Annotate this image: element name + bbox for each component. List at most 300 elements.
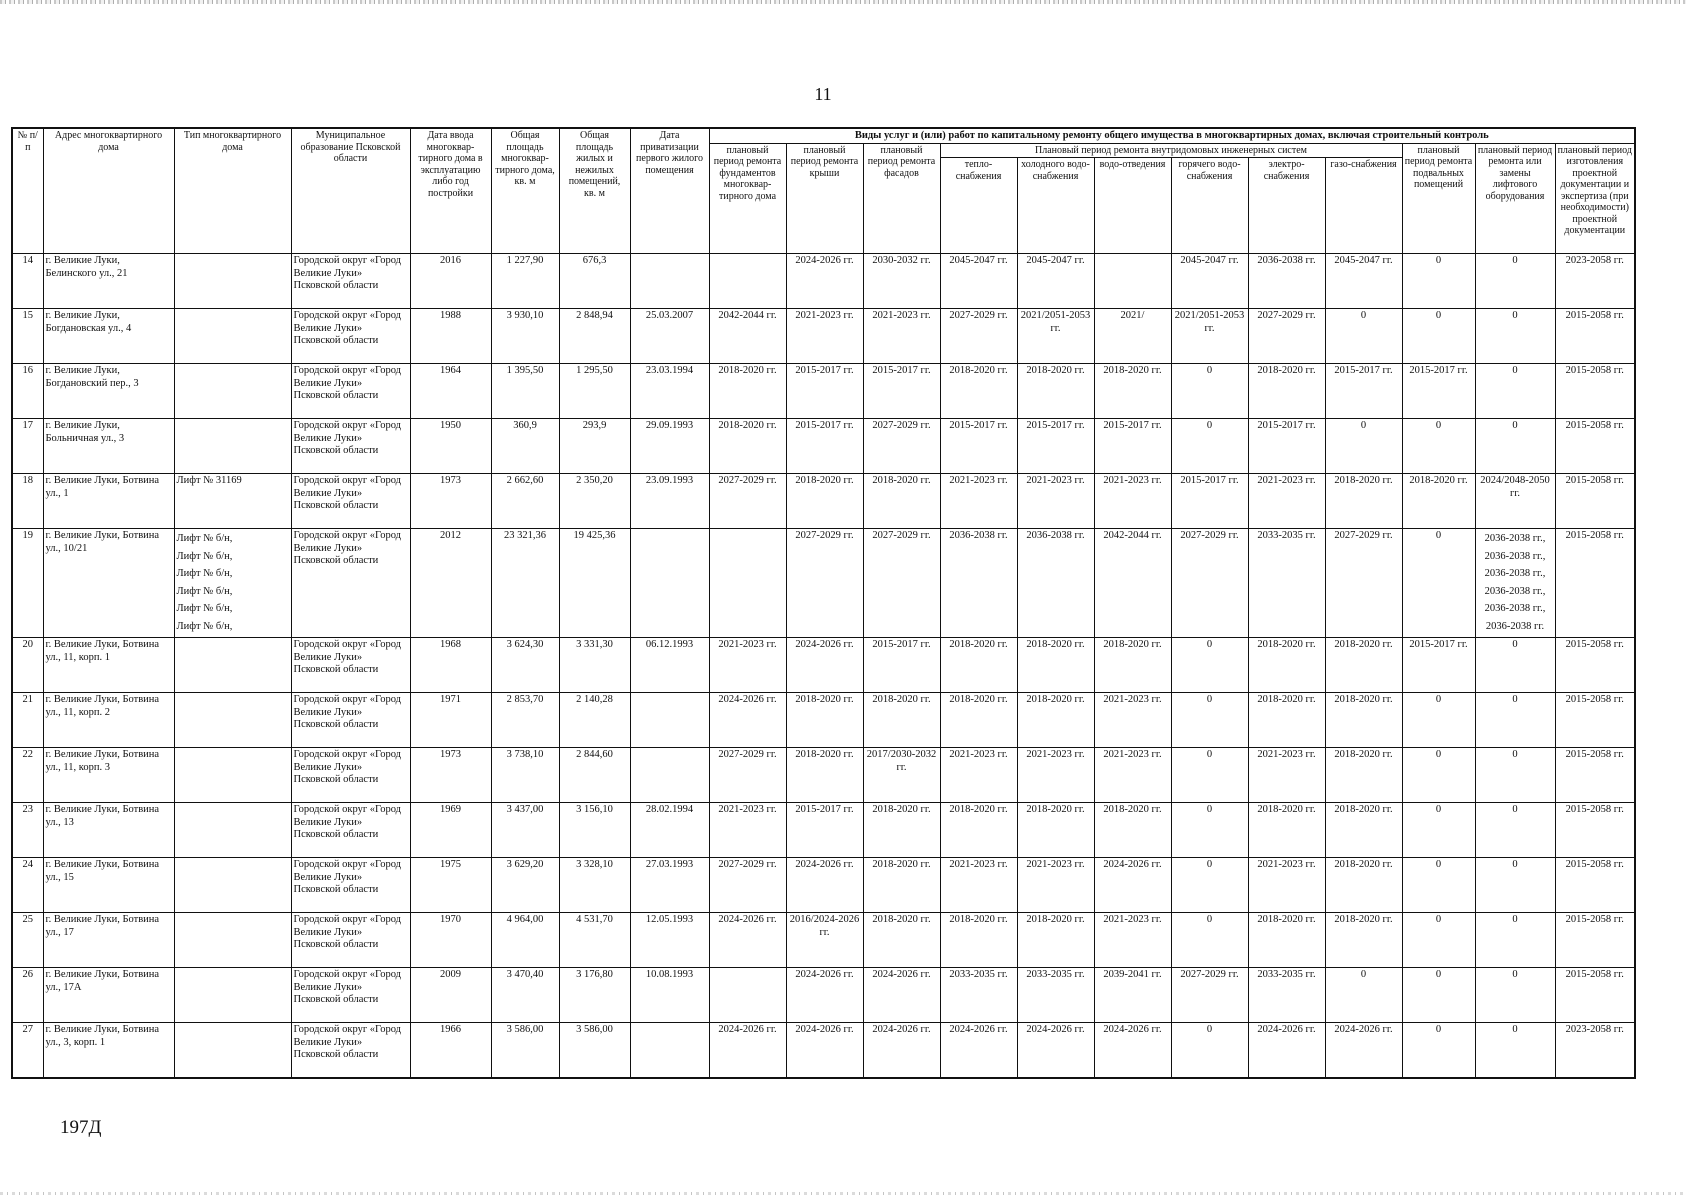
cell-address: г. Великие Луки, Ботвина ул., 13 xyxy=(43,803,174,858)
cell-address: г. Великие Луки, Ботвина ул., 17 xyxy=(43,913,174,968)
cell-privatization xyxy=(630,693,709,748)
cell-cold-water: 2021/2051-2053 гг. xyxy=(1017,309,1094,364)
cell-basement: 0 xyxy=(1402,748,1475,803)
cell-number: 18 xyxy=(12,474,43,529)
cell-cold-water: 2021-2023 гг. xyxy=(1017,858,1094,913)
header-address: Адрес многоквартирного дома xyxy=(43,128,174,254)
cell-address: г. Великие Луки, Богдановский пер., 3 xyxy=(43,364,174,419)
cell-basement: 0 xyxy=(1402,803,1475,858)
cell-year: 1950 xyxy=(410,419,491,474)
cell-number: 17 xyxy=(12,419,43,474)
cell-drainage: 2021-2023 гг. xyxy=(1094,913,1171,968)
cell-number: 21 xyxy=(12,693,43,748)
cell-gas: 2015-2017 гг. xyxy=(1325,364,1402,419)
cell-basement: 0 xyxy=(1402,1023,1475,1079)
elevator-item: Лифт № б/н, xyxy=(176,603,233,614)
cell-address: г. Великие Луки, Ботвина ул., 10/21 xyxy=(43,529,174,638)
cell-type xyxy=(174,254,291,309)
cell-number: 16 xyxy=(12,364,43,419)
cell-design: 2015-2058 гг. xyxy=(1555,913,1635,968)
cell-electric: 2033-2035 гг. xyxy=(1248,529,1325,638)
cell-drainage: 2042-2044 гг. xyxy=(1094,529,1171,638)
cell-foundation xyxy=(709,968,786,1023)
header-living-area: Общая площадь жилых и нежилых помещений, кв. м xyxy=(559,128,630,254)
cell-type xyxy=(174,858,291,913)
cell-elevator: 0 xyxy=(1475,364,1555,419)
cell-facade: 2017/2030-2032 гг. xyxy=(863,748,940,803)
cell-electric: 2021-2023 гг. xyxy=(1248,748,1325,803)
cell-drainage: 2018-2020 гг. xyxy=(1094,638,1171,693)
cell-drainage: 2018-2020 гг. xyxy=(1094,364,1171,419)
cell-living-area: 293,9 xyxy=(559,419,630,474)
table-row xyxy=(12,419,1635,474)
cell-elevator: 0 xyxy=(1475,913,1555,968)
cell-basement: 2015-2017 гг. xyxy=(1402,638,1475,693)
cell-total-area: 1 227,90 xyxy=(491,254,559,309)
cell-facade: 2018-2020 гг. xyxy=(863,913,940,968)
cell-privatization xyxy=(630,254,709,309)
cell-privatization: 23.09.1993 xyxy=(630,474,709,529)
cell-total-area: 2 853,70 xyxy=(491,693,559,748)
cell-hot-water: 0 xyxy=(1171,913,1248,968)
cell-total-area: 360,9 xyxy=(491,419,559,474)
cell-foundation: 2024-2026 гг. xyxy=(709,913,786,968)
cell-facade: 2027-2029 гг. xyxy=(863,419,940,474)
cell-type xyxy=(174,1023,291,1079)
header-cold-water: холодного водо-снабжения xyxy=(1017,158,1094,254)
cell-design: 2015-2058 гг. xyxy=(1555,364,1635,419)
cell-gas: 0 xyxy=(1325,419,1402,474)
elevator-item: Лифт № б/н, xyxy=(176,568,233,579)
cell-number: 19 xyxy=(12,529,43,638)
cell-facade: 2015-2017 гг. xyxy=(863,364,940,419)
cell-gas: 2018-2020 гг. xyxy=(1325,803,1402,858)
cell-drainage: 2021-2023 гг. xyxy=(1094,474,1171,529)
cell-roof: 2018-2020 гг. xyxy=(786,693,863,748)
cell-gas: 2045-2047 гг. xyxy=(1325,254,1402,309)
cell-cold-water: 2024-2026 гг. xyxy=(1017,1023,1094,1079)
cell-foundation: 2024-2026 гг. xyxy=(709,1023,786,1079)
cell-total-area: 3 629,20 xyxy=(491,858,559,913)
cell-gas: 2018-2020 гг. xyxy=(1325,913,1402,968)
cell-electric: 2018-2020 гг. xyxy=(1248,913,1325,968)
cell-year: 2009 xyxy=(410,968,491,1023)
cell-year: 1975 xyxy=(410,858,491,913)
cell-living-area: 3 176,80 xyxy=(559,968,630,1023)
cell-design: 2015-2058 гг. xyxy=(1555,638,1635,693)
cell-heating: 2015-2017 гг. xyxy=(940,419,1017,474)
cell-foundation: 2018-2020 гг. xyxy=(709,419,786,474)
cell-roof: 2015-2017 гг. xyxy=(786,364,863,419)
cell-heating: 2018-2020 гг. xyxy=(940,638,1017,693)
cell-number: 27 xyxy=(12,1023,43,1079)
cell-year: 1971 xyxy=(410,693,491,748)
cell-heating: 2018-2020 гг. xyxy=(940,803,1017,858)
cell-total-area: 1 395,50 xyxy=(491,364,559,419)
cell-address: г. Великие Луки, Ботвина ул., 17А xyxy=(43,968,174,1023)
cell-drainage: 2024-2026 гг. xyxy=(1094,858,1171,913)
cell-roof: 2024-2026 гг. xyxy=(786,638,863,693)
elevator-item: Лифт № б/н, xyxy=(176,533,233,544)
cell-hot-water: 0 xyxy=(1171,858,1248,913)
header-drainage: водо-отведения xyxy=(1094,158,1171,254)
cell-hot-water: 2015-2017 гг. xyxy=(1171,474,1248,529)
cell-address: г. Великие Луки, Ботвина ул., 11, корп. 3 xyxy=(43,748,174,803)
cell-design: 2015-2058 гг. xyxy=(1555,529,1635,638)
header-hot-water: горячего водо-снабжения xyxy=(1171,158,1248,254)
cell-heating: 2018-2020 гг. xyxy=(940,913,1017,968)
cell-hot-water: 2027-2029 гг. xyxy=(1171,529,1248,638)
cell-design: 2015-2058 гг. xyxy=(1555,858,1635,913)
cell-hot-water: 2045-2047 гг. xyxy=(1171,254,1248,309)
cell-facade: 2015-2017 гг. xyxy=(863,638,940,693)
cell-drainage xyxy=(1094,254,1171,309)
cell-address: г. Великие Луки, Ботвина ул., 3, корп. 1 xyxy=(43,1023,174,1079)
cell-elevator xyxy=(1475,529,1555,638)
cell-living-area: 4 531,70 xyxy=(559,913,630,968)
cell-elevator: 0 xyxy=(1475,748,1555,803)
elevator-period: 2036-2038 гг. xyxy=(1485,620,1545,632)
cell-municipality: Городской округ «Город Великие Луки» Псковской области xyxy=(291,693,410,748)
cell-roof: 2015-2017 гг. xyxy=(786,419,863,474)
cell-drainage: 2021-2023 гг. xyxy=(1094,748,1171,803)
cell-number: 26 xyxy=(12,968,43,1023)
cell-design: 2023-2058 гг. xyxy=(1555,254,1635,309)
cell-roof: 2024-2026 гг. xyxy=(786,1023,863,1079)
cell-total-area: 3 437,00 xyxy=(491,803,559,858)
cell-basement: 0 xyxy=(1402,693,1475,748)
cell-number: 22 xyxy=(12,748,43,803)
table-row xyxy=(12,309,1635,364)
cell-basement: 0 xyxy=(1402,254,1475,309)
cell-municipality: Городской округ «Город Великие Луки» Псковской области xyxy=(291,968,410,1023)
cell-total-area: 4 964,00 xyxy=(491,913,559,968)
cell-electric: 2036-2038 гг. xyxy=(1248,254,1325,309)
cell-facade: 2027-2029 гг. xyxy=(863,529,940,638)
cell-hot-water: 0 xyxy=(1171,1023,1248,1079)
cell-elevator: 0 xyxy=(1475,1023,1555,1079)
cell-type xyxy=(174,913,291,968)
table-row xyxy=(12,254,1635,309)
cell-electric: 2018-2020 гг. xyxy=(1248,803,1325,858)
cell-hot-water: 0 xyxy=(1171,803,1248,858)
cell-privatization xyxy=(630,1023,709,1079)
cell-foundation: 2021-2023 гг. xyxy=(709,803,786,858)
cell-cold-water: 2015-2017 гг. xyxy=(1017,419,1094,474)
cell-facade: 2018-2020 гг. xyxy=(863,474,940,529)
cell-municipality: Городской округ «Город Великие Луки» Псковской области xyxy=(291,858,410,913)
cell-heating: 2033-2035 гг. xyxy=(940,968,1017,1023)
capital-repair-table xyxy=(11,127,1636,1079)
cell-elevator: 0 xyxy=(1475,803,1555,858)
cell-drainage: 2021/ xyxy=(1094,309,1171,364)
cell-foundation: 2027-2029 гг. xyxy=(709,748,786,803)
cell-hot-water: 2027-2029 гг. xyxy=(1171,968,1248,1023)
cell-facade: 2018-2020 гг. xyxy=(863,803,940,858)
elevator-item: Лифт № б/н, xyxy=(176,550,233,562)
cell-type xyxy=(174,748,291,803)
cell-privatization: 27.03.1993 xyxy=(630,858,709,913)
cell-gas: 2027-2029 гг. xyxy=(1325,529,1402,638)
table-row xyxy=(12,1023,1635,1079)
cell-electric: 2015-2017 гг. xyxy=(1248,419,1325,474)
cell-living-area: 2 848,94 xyxy=(559,309,630,364)
cell-foundation: 2042-2044 гг. xyxy=(709,309,786,364)
cell-living-area: 2 844,60 xyxy=(559,748,630,803)
table-row xyxy=(12,364,1635,419)
scan-edge-bottom xyxy=(0,1192,1686,1195)
elevator-period: 2036-2038 гг., xyxy=(1484,603,1546,614)
header-systems-group: Плановый период ремонта внутридомовых инженерных систем xyxy=(940,143,1402,158)
cell-drainage: 2018-2020 гг. xyxy=(1094,803,1171,858)
cell-type xyxy=(174,693,291,748)
cell-municipality: Городской округ «Город Великие Луки» Псковской области xyxy=(291,529,410,638)
cell-roof: 2021-2023 гг. xyxy=(786,309,863,364)
cell-foundation: 2027-2029 гг. xyxy=(709,474,786,529)
cell-electric: 2021-2023 гг. xyxy=(1248,858,1325,913)
cell-living-area: 3 156,10 xyxy=(559,803,630,858)
document-code: 197Д xyxy=(60,1117,102,1138)
cell-heating: 2018-2020 гг. xyxy=(940,693,1017,748)
cell-living-area: 3 328,10 xyxy=(559,858,630,913)
cell-year: 1973 xyxy=(410,748,491,803)
table-row xyxy=(12,858,1635,913)
cell-cold-water: 2018-2020 гг. xyxy=(1017,803,1094,858)
cell-type xyxy=(174,638,291,693)
table-row xyxy=(12,803,1635,858)
cell-design: 2023-2058 гг. xyxy=(1555,1023,1635,1079)
cell-facade: 2024-2026 гг. xyxy=(863,1023,940,1079)
cell-address: г. Великие Луки, Ботвина ул., 11, корп. 1 xyxy=(43,638,174,693)
cell-heating: 2024-2026 гг. xyxy=(940,1023,1017,1079)
cell-cold-water: 2018-2020 гг. xyxy=(1017,364,1094,419)
cell-cold-water: 2021-2023 гг. xyxy=(1017,748,1094,803)
header-total-area: Общая площадь многоквар-тирного дома, кв. м xyxy=(491,128,559,254)
cell-privatization: 10.08.1993 xyxy=(630,968,709,1023)
cell-cold-water: 2045-2047 гг. xyxy=(1017,254,1094,309)
elevator-period: 2036-2038 гг., xyxy=(1484,585,1546,597)
cell-living-area: 3 331,30 xyxy=(559,638,630,693)
cell-design: 2015-2058 гг. xyxy=(1555,309,1635,364)
cell-design: 2015-2058 гг. xyxy=(1555,748,1635,803)
table-row xyxy=(12,913,1635,968)
cell-year: 1973 xyxy=(410,474,491,529)
cell-basement: 0 xyxy=(1402,913,1475,968)
cell-living-area: 1 295,50 xyxy=(559,364,630,419)
cell-cold-water: 2021-2023 гг. xyxy=(1017,474,1094,529)
cell-total-area: 3 586,00 xyxy=(491,1023,559,1079)
cell-facade: 2021-2023 гг. xyxy=(863,309,940,364)
cell-total-area: 3 470,40 xyxy=(491,968,559,1023)
cell-municipality: Городской округ «Город Великие Луки» Псковской области xyxy=(291,364,410,419)
cell-foundation: 2024-2026 гг. xyxy=(709,693,786,748)
cell-heating: 2021-2023 гг. xyxy=(940,748,1017,803)
cell-municipality: Городской округ «Город Великие Луки» Псковской области xyxy=(291,474,410,529)
cell-address: г. Великие Луки, Ботвина ул., 1 xyxy=(43,474,174,529)
cell-drainage: 2039-2041 гг. xyxy=(1094,968,1171,1023)
cell-facade: 2024-2026 гг. xyxy=(863,968,940,1023)
cell-basement: 2018-2020 гг. xyxy=(1402,474,1475,529)
cell-hot-water: 0 xyxy=(1171,748,1248,803)
cell-municipality: Городской округ «Город Великие Луки» Псковской области xyxy=(291,254,410,309)
cell-hot-water: 0 xyxy=(1171,419,1248,474)
cell-elevator: 0 xyxy=(1475,309,1555,364)
cell-electric: 2027-2029 гг. xyxy=(1248,309,1325,364)
cell-cold-water: 2018-2020 гг. xyxy=(1017,693,1094,748)
header-privatization: Дата приватизации первого жилого помещения xyxy=(630,128,709,254)
table-row xyxy=(12,693,1635,748)
cell-elevator: 0 xyxy=(1475,254,1555,309)
header-year: Дата ввода многоквар-тирного дома в эксплуатацию либо год постройки xyxy=(410,128,491,254)
cell-municipality: Городской округ «Город Великие Луки» Псковской области xyxy=(291,1023,410,1079)
cell-facade: 2018-2020 гг. xyxy=(863,858,940,913)
cell-municipality: Городской округ «Город Великие Луки» Псковской области xyxy=(291,638,410,693)
cell-cold-water: 2033-2035 гг. xyxy=(1017,968,1094,1023)
cell-type xyxy=(174,309,291,364)
cell-total-area: 3 930,10 xyxy=(491,309,559,364)
cell-year: 1970 xyxy=(410,913,491,968)
cell-cold-water: 2036-2038 гг. xyxy=(1017,529,1094,638)
cell-design: 2015-2058 гг. xyxy=(1555,968,1635,1023)
cell-address: г. Великие Луки, Богдановская ул., 4 xyxy=(43,309,174,364)
cell-hot-water: 0 xyxy=(1171,693,1248,748)
header-works-group: Виды услуг и (или) работ по капитальному ремонту общего имущества в многоквартирных домах, включая строительный контроль xyxy=(709,128,1635,143)
cell-living-area: 2 140,28 xyxy=(559,693,630,748)
elevator-item: Лифт № б/н, xyxy=(176,585,233,597)
cell-number: 20 xyxy=(12,638,43,693)
cell-gas: 0 xyxy=(1325,309,1402,364)
cell-elevator: 0 xyxy=(1475,638,1555,693)
cell-roof: 2015-2017 гг. xyxy=(786,803,863,858)
header-roof: плановый период ремонта крыши xyxy=(786,143,863,254)
table-header xyxy=(12,128,1635,254)
cell-address: г. Великие Луки, Больничная ул., 3 xyxy=(43,419,174,474)
header-type: Тип многоквартирного дома xyxy=(174,128,291,254)
cell-number: 24 xyxy=(12,858,43,913)
cell-electric: 2018-2020 гг. xyxy=(1248,638,1325,693)
cell-privatization: 23.03.1994 xyxy=(630,364,709,419)
cell-total-area: 23 321,36 xyxy=(491,529,559,638)
cell-gas: 2024-2026 гг. xyxy=(1325,1023,1402,1079)
table-row xyxy=(12,474,1635,529)
cell-municipality: Городской округ «Город Великие Луки» Псковской области xyxy=(291,803,410,858)
elevator-item: Лифт № б/н, xyxy=(176,620,233,632)
cell-municipality: Городской округ «Город Великие Луки» Псковской области xyxy=(291,419,410,474)
cell-living-area: 3 586,00 xyxy=(559,1023,630,1079)
cell-type xyxy=(174,529,291,638)
cell-hot-water: 2021/2051-2053 гг. xyxy=(1171,309,1248,364)
cell-cold-water: 2018-2020 гг. xyxy=(1017,638,1094,693)
cell-basement: 0 xyxy=(1402,529,1475,638)
cell-roof: 2024-2026 гг. xyxy=(786,254,863,309)
cell-basement: 0 xyxy=(1402,968,1475,1023)
header-gas: газо-снабжения xyxy=(1325,158,1402,254)
cell-basement: 0 xyxy=(1402,419,1475,474)
table-row xyxy=(12,638,1635,693)
cell-foundation xyxy=(709,529,786,638)
cell-total-area: 3 624,30 xyxy=(491,638,559,693)
cell-year: 1966 xyxy=(410,1023,491,1079)
cell-facade: 2030-2032 гг. xyxy=(863,254,940,309)
header-basement: плановый период ремонта подвальных помещений xyxy=(1402,143,1475,254)
table-row xyxy=(12,529,1635,638)
cell-gas: 2018-2020 гг. xyxy=(1325,858,1402,913)
cell-year: 1964 xyxy=(410,364,491,419)
cell-year: 1968 xyxy=(410,638,491,693)
cell-privatization: 28.02.1994 xyxy=(630,803,709,858)
cell-number: 14 xyxy=(12,254,43,309)
elevator-period: 2036-2038 гг., xyxy=(1484,533,1546,544)
cell-roof: 2027-2029 гг. xyxy=(786,529,863,638)
header-heating: тепло-снабжения xyxy=(940,158,1017,254)
cell-address: г. Великие Луки, Ботвина ул., 11, корп. 2 xyxy=(43,693,174,748)
cell-municipality: Городской округ «Город Великие Луки» Псковской области xyxy=(291,913,410,968)
table-body xyxy=(12,254,1635,1079)
cell-privatization: 12.05.1993 xyxy=(630,913,709,968)
cell-gas: 2018-2020 гг. xyxy=(1325,693,1402,748)
cell-basement: 0 xyxy=(1402,309,1475,364)
cell-address: г. Великие Луки, Белинского ул., 21 xyxy=(43,254,174,309)
cell-heating: 2021-2023 гг. xyxy=(940,474,1017,529)
cell-type xyxy=(174,803,291,858)
cell-type xyxy=(174,419,291,474)
cell-privatization xyxy=(630,748,709,803)
cell-year: 2016 xyxy=(410,254,491,309)
cell-heating: 2045-2047 гг. xyxy=(940,254,1017,309)
cell-basement: 2015-2017 гг. xyxy=(1402,364,1475,419)
cell-heating: 2027-2029 гг. xyxy=(940,309,1017,364)
cell-privatization: 25.03.2007 xyxy=(630,309,709,364)
cell-type: Лифт № 31169 xyxy=(174,474,291,529)
cell-elevator: 0 xyxy=(1475,858,1555,913)
cell-hot-water: 0 xyxy=(1171,364,1248,419)
cell-electric: 2024-2026 гг. xyxy=(1248,1023,1325,1079)
cell-facade: 2018-2020 гг. xyxy=(863,693,940,748)
cell-foundation: 2021-2023 гг. xyxy=(709,638,786,693)
header-elevator: плановый период ремонта или замены лифтового оборудования xyxy=(1475,143,1555,254)
cell-gas: 0 xyxy=(1325,968,1402,1023)
cell-municipality: Городской округ «Город Великие Луки» Псковской области xyxy=(291,309,410,364)
header-design: плановый период изготовления проектной документации и экспертиза (при необходимости) проектной документации xyxy=(1555,143,1635,254)
elevator-period: 2036-2038 гг., xyxy=(1484,568,1546,579)
cell-drainage: 2021-2023 гг. xyxy=(1094,693,1171,748)
scan-edge-top xyxy=(0,0,1686,4)
cell-electric: 2033-2035 гг. xyxy=(1248,968,1325,1023)
cell-heating: 2021-2023 гг. xyxy=(940,858,1017,913)
header-foundation: плановый период ремонта фундаментов многоквар-тирного дома xyxy=(709,143,786,254)
cell-gas: 2018-2020 гг. xyxy=(1325,638,1402,693)
cell-roof: 2018-2020 гг. xyxy=(786,474,863,529)
cell-privatization: 29.09.1993 xyxy=(630,419,709,474)
cell-elevator: 0 xyxy=(1475,419,1555,474)
cell-address: г. Великие Луки, Ботвина ул., 15 xyxy=(43,858,174,913)
cell-design: 2015-2058 гг. xyxy=(1555,474,1635,529)
header-number: № п/п xyxy=(12,128,43,254)
cell-elevator: 0 xyxy=(1475,693,1555,748)
header-facade: плановый период ремонта фасадов xyxy=(863,143,940,254)
page-number: 11 xyxy=(814,84,832,104)
cell-year: 1988 xyxy=(410,309,491,364)
cell-cold-water: 2018-2020 гг. xyxy=(1017,913,1094,968)
cell-total-area: 3 738,10 xyxy=(491,748,559,803)
cell-drainage: 2015-2017 гг. xyxy=(1094,419,1171,474)
cell-living-area: 19 425,36 xyxy=(559,529,630,638)
table-row xyxy=(12,968,1635,1023)
elevator-period: 2036-2038 гг., xyxy=(1484,550,1546,562)
cell-heating: 2018-2020 гг. xyxy=(940,364,1017,419)
cell-foundation: 2027-2029 гг. xyxy=(709,858,786,913)
cell-design: 2015-2058 гг. xyxy=(1555,419,1635,474)
